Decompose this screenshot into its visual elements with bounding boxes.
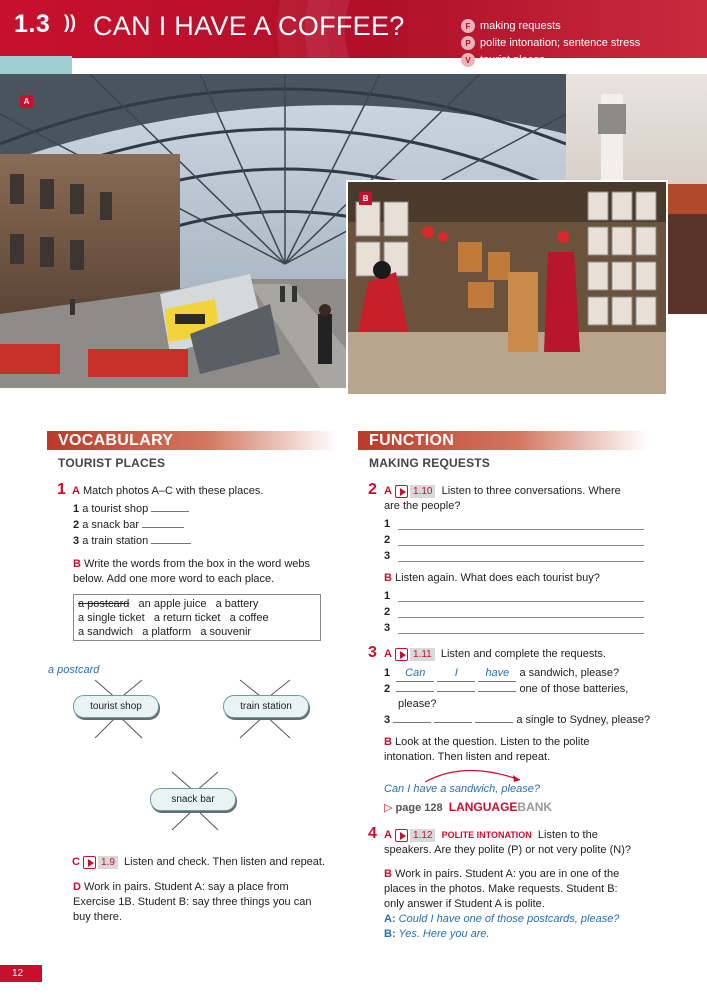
item-text: a tourist shop [82,503,149,515]
word-battery: a battery [215,598,259,610]
exercise-2a-text: Listen to three conversations. Where [441,485,621,497]
exercise-4a [384,828,598,843]
letter-a: A [384,485,392,497]
exercise-4a-text-2: speakers. Are they polite (P) or not very polite (N)? [384,844,631,856]
request-text: one of those batteries, [519,683,629,695]
dialogue-line-b [384,928,490,940]
request-text: a sandwich, please? [519,667,620,679]
exercise-2-number: 2 [368,481,377,498]
item-number: 3 [384,714,391,726]
exercise-1-number: 1 [57,481,66,498]
photo-b-tourist-shop [346,180,668,396]
exercise-3a-text: Listen and complete the requests. [440,648,606,660]
request-1 [384,666,619,682]
language-bank-link[interactable] [384,800,552,816]
answer-blank[interactable] [396,682,434,692]
audio-track[interactable] [395,648,435,661]
vocabulary-heading: VOCABULARY [47,431,337,450]
exercise-1d-text-2: Exercise 1B. Student B: say three things you can [73,896,312,908]
exercise-1b-text: Write the words from the box in the word webs [84,558,311,570]
answer-line[interactable] [398,617,644,618]
answer-blank[interactable] [393,713,431,723]
letter-a: A [384,829,392,841]
dialogue-line-a [384,913,619,925]
word-sandwich: a sandwich [78,626,134,638]
polite-intonation-label: POLITE INTONATION [441,830,532,840]
answer-line[interactable] [398,529,644,530]
answer-blank[interactable] [434,713,472,723]
audio-track[interactable] [83,856,118,869]
triangle-icon: ▷ [384,802,393,814]
exercise-4a-text: Listen to the [537,829,598,841]
exercise-1d-text-3: buy there. [73,911,122,923]
exercise-1d-text: Work in pairs. Student A: say a place from [84,881,289,893]
answer-i[interactable]: I [437,666,475,682]
exercise-2a-text-2: are the people? [384,500,461,512]
page-number: 12 [0,965,42,982]
letter-c: C [72,856,80,868]
request-2-text-2: please? [398,698,437,710]
speaker-b: B: [384,928,396,940]
photo-b-label: B [359,192,372,205]
tag-text: making requests [480,20,561,32]
answer-line[interactable] [398,545,644,546]
photo-b-image [348,182,666,394]
tag-letter: F [461,19,475,33]
answer-can[interactable]: Can [396,666,434,682]
list-item [73,502,189,517]
answer-blank[interactable] [475,713,513,723]
web-example-word: a postcard [48,664,100,676]
item-number: 3 [73,535,80,547]
track-number: 1.12 [410,829,435,842]
tag-pronunciation [461,36,640,50]
word-web-lines [40,660,340,840]
tag-letter: P [461,36,475,50]
word-box [73,594,321,641]
answer-line-number: 3 [384,550,391,562]
list-item [73,518,184,533]
exercise-2b [384,571,600,586]
dialogue-a-text: Could I have one of those postcards, please? [398,913,620,925]
track-number: 1.10 [410,485,435,498]
exercise-1c [72,855,325,870]
request-text: a single to Sydney, please? [516,714,651,726]
exercise-1b-text-2: below. Add one more word to each place. [73,573,275,585]
track-number: 1.11 [410,648,435,661]
exercise-1c-text: Listen and check. Then listen and repeat. [124,856,326,868]
request-2 [384,682,628,697]
request-3 [384,713,650,728]
item-number: 2 [384,683,391,695]
tag-text: tourist places [480,54,545,66]
vocabulary-subheading: TOURIST PLACES [58,456,166,470]
page-title: CAN I HAVE A COFFEE? [93,11,405,41]
dialogue-b-text: Yes. Here you are. [398,928,490,940]
answer-line-number: 3 [384,622,391,634]
answer-blank[interactable] [151,534,191,544]
play-icon [83,856,96,869]
answer-blank[interactable] [142,518,184,528]
web-train-station[interactable]: train station [223,695,309,718]
answer-have[interactable]: have [478,666,516,682]
exercise-3b-text: Look at the question. Listen to the polite [395,736,590,748]
exercise-3a [384,647,606,662]
exercise-3b-text-2: intonation. Then listen and repeat. [384,751,551,763]
web-snack-bar[interactable]: snack bar [150,788,236,811]
list-item [73,534,191,549]
play-icon [395,648,408,661]
answer-blank[interactable] [478,682,516,692]
function-heading: FUNCTION [358,431,648,450]
tag-text: polite intonation; sentence stress [480,37,641,49]
letter-b: B [73,558,81,570]
function-subheading: MAKING REQUESTS [369,456,491,470]
word-box-row [78,611,316,625]
speaker-a: A: [384,913,396,925]
play-icon [395,829,408,842]
answer-blank[interactable] [151,502,189,512]
letter-a: A [72,485,80,497]
exercise-3-number: 3 [368,644,377,661]
word-coffee: a coffee [229,612,269,624]
letter-d: D [73,881,81,893]
exercise-2b-text: Listen again. What does each tourist buy? [395,572,600,584]
letter-b: B [384,868,392,880]
answer-line-number: 1 [384,518,391,530]
letter-a: A [384,648,392,660]
exercise-1a [72,484,263,499]
exercise-2a [384,484,621,499]
tag-function [461,19,561,33]
sound-waves-icon: )) [64,12,76,32]
word-box-row [78,597,316,611]
answer-line[interactable] [398,633,644,634]
answer-line[interactable] [398,561,644,562]
page-reference: page 128 [395,802,443,814]
exercise-1a-text: Match photos A–C with these places. [83,485,264,497]
exercise-4b-text-2: places in the photos. Make requests. Student B: [384,883,618,895]
track-number: 1.9 [98,856,118,869]
letter-b: B [384,572,392,584]
play-icon [395,485,408,498]
language-bank-label-2: BANK [517,800,553,814]
example-question: Can I have a sandwich, please? [384,783,540,795]
exercise-4b [384,867,619,882]
tag-vocabulary [461,53,545,67]
item-number: 2 [73,519,80,531]
exercise-4b-text-3: only answer if Student A is polite. [384,898,545,910]
answer-line-number: 1 [384,590,391,602]
word-apple-juice: an apple juice [138,598,207,610]
exercise-1d [73,880,289,895]
item-text: a snack bar [82,519,140,531]
answer-line[interactable] [398,601,644,602]
exercise-3b [384,735,590,750]
answer-line-number: 2 [384,534,391,546]
exercise-1b [73,557,310,572]
word-platform: a platform [142,626,192,638]
item-number: 1 [73,503,80,515]
audio-track[interactable] [395,829,435,842]
word-postcard: a postcard [78,598,130,610]
word-single-ticket: a single ticket [78,612,145,624]
word-box-row [78,625,316,639]
item-number: 1 [384,667,391,679]
item-text: a train station [82,535,149,547]
exercise-4b-text: Work in pairs. Student A: you are in one of the [395,868,620,880]
word-souvenir: a souvenir [200,626,252,638]
exercise-4-number: 4 [368,825,377,842]
web-tourist-shop[interactable]: tourist shop [73,695,159,718]
language-bank-label: LANGUAGE [448,800,518,814]
answer-blank[interactable] [437,682,475,692]
answer-line-number: 2 [384,606,391,618]
header-accent [0,56,72,75]
word-return-ticket: a return ticket [153,612,221,624]
audio-track[interactable] [395,485,435,498]
photo-a-label: A [20,95,33,108]
unit-number: 1.3 [14,10,51,38]
letter-b: B [384,736,392,748]
tag-letter: V [461,53,475,67]
